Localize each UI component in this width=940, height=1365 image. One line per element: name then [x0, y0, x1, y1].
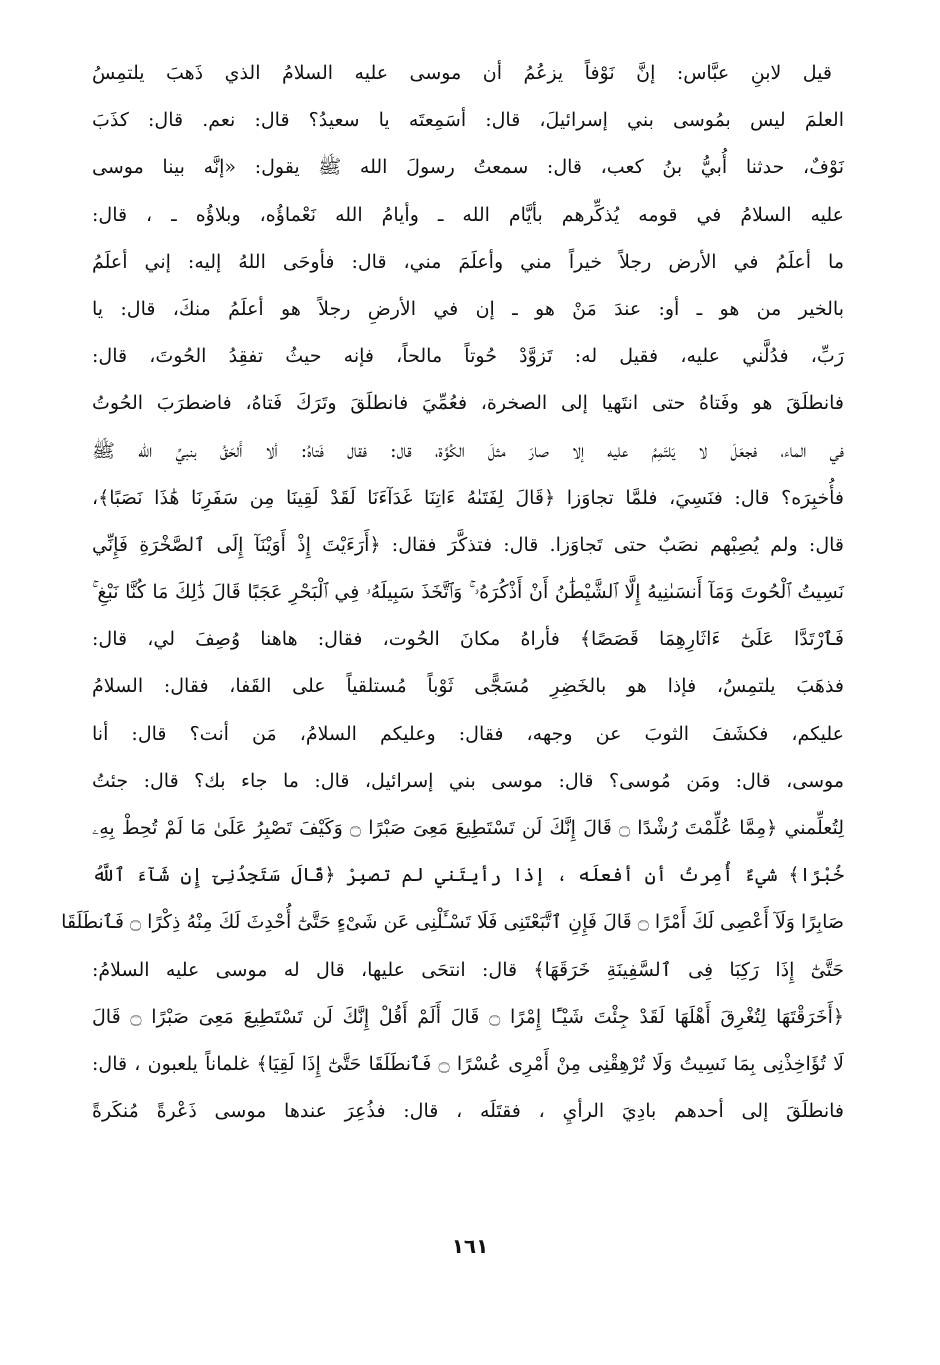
text-line: بالخير من هو ـ أو: عندَ مَنْ هو ـ إن في الأرضِ رجلاً هو أعلَمُ منكَ، قال: يا — [92, 297, 844, 320]
text-line: قال: ولم يُصِبْهم نصَبٌ حتى تَجاوَزا. قال: فتذكَّرَ فقال: ﴿أَرَءَيْتَ إِذْ أَوَيْنَآ إِلَى ٱلصَّخْرَةِ فَإِنِّي — [92, 533, 844, 556]
text-line: خُبْرًا﴾ شيءٌ أُمِرتُ أن أفعلَه ، إذا رأيتَني لم تصبِرْ ﴿قَالَ سَتَجِدُنِىٓ إِن شَآءَ ٱللَّهُ — [92, 864, 844, 887]
text-line: نَوْفٌ، حدثنا أُبيُّ بنُ كعب، قال: سمعتُ رسولَ الله ﷺ يقول: «إنَّه بينا موسى — [92, 156, 844, 179]
text-line: موسى، قال: ومَن مُوسى؟ قال: موسى بني إسرائيل، قال: ما جاء بك؟ قال: جئتُ — [92, 769, 844, 792]
text-line: لَا تُؤَاخِذْنِى بِمَا نَسِيتُ وَلَا تُرْهِقْنِى مِنْ أَمْرِى عُسْرًا ۝ فَٱنطَلَقَا حَتَّىٰٓ إِذَا لَقِيَا﴾ غلماناً يلعبون ، قال: — [92, 1052, 844, 1075]
text-line: عليه السلامُ في قومه يُذكِّرهم بأيَّام الله ـ وأيامُ الله نَعْماؤُه، وبلاؤُه ـ ، قال: — [92, 203, 844, 226]
text-line: رَبِّ، فدُلَّني عليه، فقيل له: تَزوَّدْ حُوتاً مالحاً، فإنه حيثُ تفقِدُ الحُوتَ، قال: — [92, 345, 844, 368]
text-line: في الماء، فجعَلَ لا يَلتَمِمُ عليه إلا صارَ مثلَ الكُوَّة، قال: فقال فَتاهُ: ألا أَلحَقُ بنبيِّ الله ﷺ — [92, 439, 844, 462]
text-line: فذهَبَ يلتمِسُ، فإذا هو بالخَضِرِ مُسَجًّى ثَوْباً مُستلقياً على القَفا، فقال: السلامُ — [92, 675, 844, 698]
text-line: ما أعلَمُ في الأرض رجلاً خيراً مني وأعلَمَ مني، قال: فأوحَى اللهُ إليه: إني أعلَمُ — [92, 250, 844, 273]
text-line: حَتَّىٰٓ إِذَا رَكِبَا فِى ٱلسَّفِينَةِ خَرَقَهَا﴾ قال: انتحَى عليها، قال له موسى عليه السلامُ: — [92, 958, 844, 981]
text-line: عليكم، فكشَفَ الثوبَ عن وجهه، فقال: وعليكم السلامُ، مَن أنت؟ قال: أنا — [92, 722, 844, 745]
page-number: ١٦١ — [451, 1234, 489, 1258]
text-line: العلمَ ليس بمُوسى بني إسرائيلَ، قال: أسَمِعتَه يا سعيدُ؟ قال: نعم. قال: كذَبَ — [92, 109, 844, 132]
page-body — [61, 50, 844, 1135]
text-line: فأُخبِرَه؟ قال: فنَسِيَ، فلمَّا تجاوَزا ﴿قَالَ لِفَتَىٰهُ ءَاتِنَا غَدَآءَنَا لَقَدْ لَقِينَا مِن سَفَرِنَا هَٰذَا نَصَبًا﴾، — [92, 486, 844, 509]
text-line: فانطلَقَ إلى أحدهم بادِيَ الرأيِ ، فقتَلَه ، قال: فذُعِرَ عندها موسى ذَعْرةً مُنكَرةً — [92, 1100, 844, 1123]
text-line: قيل لابنِ عبَّاس: إنَّ نَوْفاً يزعُمُ أن موسى عليه السلامُ الذي ذَهبَ يلتمِسُ — [92, 62, 832, 84]
text-line: لِتُعلِّمني ﴿مِمَّا عُلِّمْتَ رُشْدًا ۝ قَالَ إِنَّكَ لَن تَسْتَطِيعَ مَعِىَ صَبْرًا ۝ وَكَيْفَ تَصْبِرُ عَلَىٰ مَا لَمْ تُحِطْ بِهِۦ — [92, 817, 844, 839]
text-line: فانطلَقَ هو وفَتاهُ حتى انتَهيا إلى الصخرة، فعُمِّيَ فانطلَقَ وتَرَكَ فَتاهُ، فاضطرَبَ الحُوتُ — [92, 392, 844, 415]
text-line: صَابِرًا وَلَآ أَعْصِى لَكَ أَمْرًا ۝ قَالَ فَإِنِ ٱتَّبَعْتَنِى فَلَا تَسْـَٔلْنِى عَن شَىْءٍ حَتَّىٰٓ أُحْدِثَ لَكَ مِنْهُ ذِكْرًا ۝ فَٱنطَلَقَا — [61, 911, 844, 934]
text-line: ﴿أَخَرَقْتَهَا لِتُغْرِقَ أَهْلَهَا لَقَدْ جِئْتَ شَيْـًٔا إِمْرًا ۝ قَالَ أَلَمْ أَقُلْ إِنَّكَ لَن تَسْتَطِيعَ مَعِىَ صَبْرًا ۝ قَالَ — [92, 1005, 844, 1028]
text-line: فَٱرْتَدَّا عَلَىٰٓ ءَاثَارِهِمَا قَصَصًا﴾ فأراهُ مكانَ الحُوت، فقال: هاهنا وُصِفَ لي، قال: — [92, 628, 844, 651]
text-line: نَسِيتُ ٱلْحُوتَ وَمَآ أَنسَىٰنِيهُ إِلَّا ٱلشَّيْطَٰنُ أَنْ أَذْكُرَهُۥ ۚ وَٱتَّخَذَ سَبِيلَهُۥ فِي ٱلْبَحْرِ عَجَبًا قَالَ ذَٰلِكَ مَا كُنَّا نَبْغِ ۚ — [92, 581, 844, 604]
